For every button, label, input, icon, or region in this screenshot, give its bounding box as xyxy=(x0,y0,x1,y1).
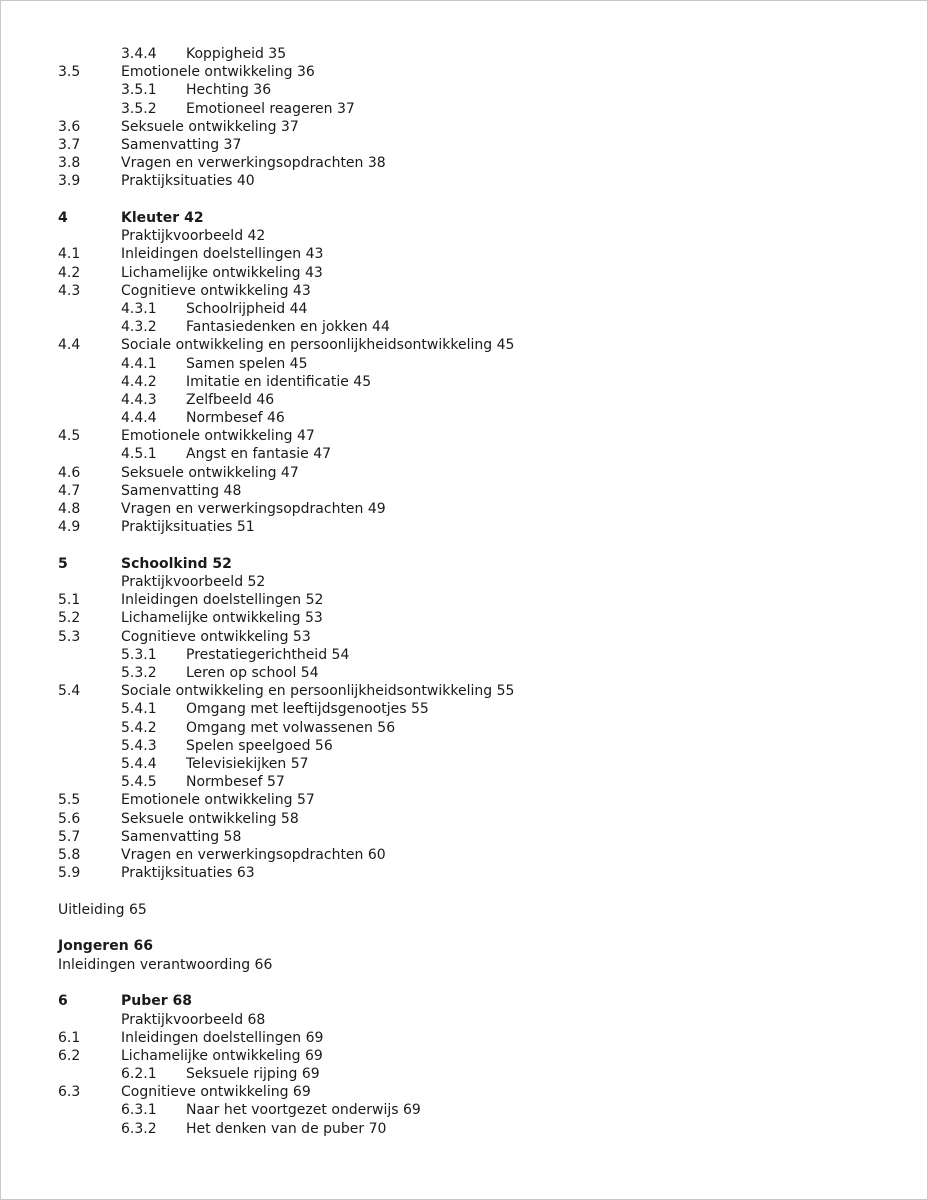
toc-entry-title: Televisiekijken 57 xyxy=(186,755,309,772)
toc-chapter-heading xyxy=(1,937,927,955)
toc-entry-title: Praktijksituaties 51 xyxy=(121,519,255,536)
toc-entry-number: 3.8 xyxy=(58,155,81,172)
toc-entry-number: 3.5.2 xyxy=(121,100,157,117)
toc-entry-title: Seksuele ontwikkeling 58 xyxy=(121,810,299,827)
toc-entry-title: Koppigheid 35 xyxy=(186,46,287,62)
toc-entry-number: 4.3.2 xyxy=(121,319,157,336)
toc-entry xyxy=(1,318,927,336)
toc-entry-title: Samenvatting 48 xyxy=(121,482,242,499)
toc-entry-number: 3.6 xyxy=(58,118,81,135)
toc-entry xyxy=(1,300,927,318)
toc-entry-number: 4.9 xyxy=(58,519,81,536)
toc-entry xyxy=(1,464,927,482)
toc-entry-number: 6.3.1 xyxy=(121,1102,157,1119)
toc-entry-number: 3.5 xyxy=(58,64,81,81)
toc-chapter-heading xyxy=(1,209,927,227)
toc-entry-number: 4.3.1 xyxy=(121,300,157,317)
toc-entry xyxy=(1,373,927,391)
toc-entry xyxy=(1,282,927,300)
toc-entry-title: Seksuele ontwikkeling 37 xyxy=(121,118,299,135)
toc-entry-number: 4.5 xyxy=(58,428,81,445)
toc-entry-number: 4.4 xyxy=(58,337,81,354)
toc-entry-title: Spelen speelgoed 56 xyxy=(186,737,333,754)
toc-entry-number: 3.9 xyxy=(58,173,81,190)
toc-entry-title: Inleidingen verantwoording 66 xyxy=(58,956,273,973)
toc-entry xyxy=(1,956,927,974)
section-spacer xyxy=(1,974,927,993)
toc-entry-title: Inleidingen doelstellingen 69 xyxy=(121,1029,324,1046)
toc-entry-title: Emotionele ontwikkeling 57 xyxy=(121,792,315,809)
toc-entry xyxy=(1,591,927,609)
toc-entry xyxy=(1,737,927,755)
toc-entry-number: 4.7 xyxy=(58,482,81,499)
toc-entry-title: Kleuter 42 xyxy=(121,210,204,226)
toc-entry-number: 5.4.5 xyxy=(121,774,157,791)
toc-entry-number: 4.3 xyxy=(58,282,81,299)
toc-entry xyxy=(1,1065,927,1083)
toc-entry-number: 4.1 xyxy=(58,246,81,263)
toc-entry-title: Omgang met leeftijdsgenootjes 55 xyxy=(186,701,429,718)
section-spacer xyxy=(1,191,927,210)
toc-entry-number: 4.4.1 xyxy=(121,355,157,372)
toc-entry-number: 5.2 xyxy=(58,610,81,627)
toc-entry xyxy=(1,154,927,172)
toc-entry xyxy=(1,63,927,81)
toc-entry-number: 6 xyxy=(58,993,68,1010)
toc-entry-number: 4.4.4 xyxy=(121,410,157,427)
toc-entry-number: 5.7 xyxy=(58,828,81,845)
toc-entry-title: Emotionele ontwikkeling 47 xyxy=(121,428,315,445)
toc-entry xyxy=(1,773,927,791)
toc-entry-number: 5.3 xyxy=(58,628,81,645)
toc-entry-number: 5.4.4 xyxy=(121,755,157,772)
toc-entry xyxy=(1,846,927,864)
toc-entry-title: Lichamelijke ontwikkeling 53 xyxy=(121,610,323,627)
toc-entry xyxy=(1,1029,927,1047)
toc-entry-number: 5.5 xyxy=(58,792,81,809)
toc-entry-number: 5.4.2 xyxy=(121,719,157,736)
toc-entry-title: Praktijkvoorbeeld 42 xyxy=(121,228,266,245)
toc-entry xyxy=(1,573,927,591)
toc-entry-title: Sociale ontwikkeling en persoonlijkheidsontwikkeling 55 xyxy=(121,683,515,700)
toc-entry xyxy=(1,700,927,718)
toc-entry-number: 4.4.2 xyxy=(121,373,157,390)
section-spacer xyxy=(1,919,927,938)
toc-entry xyxy=(1,664,927,682)
toc-entry-title: Samenvatting 37 xyxy=(121,136,242,153)
toc-entry-number: 5.8 xyxy=(58,846,81,863)
toc-entry-number: 3.5.1 xyxy=(121,82,157,99)
toc-entry-number: 4.6 xyxy=(58,464,81,481)
toc-entry xyxy=(1,791,927,809)
toc-entry xyxy=(1,482,927,500)
toc-entry xyxy=(1,901,927,919)
toc-chapter-heading xyxy=(1,992,927,1010)
toc-entry-title: Praktijksituaties 63 xyxy=(121,865,255,882)
toc-entry-title: Emotioneel reageren 37 xyxy=(186,100,355,117)
toc-entry xyxy=(1,628,927,646)
toc-entry-title: Sociale ontwikkeling en persoonlijkheidsontwikkeling 45 xyxy=(121,337,515,354)
toc-entry-title: Praktijkvoorbeeld 52 xyxy=(121,574,266,591)
toc-entry-number: 3.4.4 xyxy=(121,46,157,62)
toc-entry-title: Fantasiedenken en jokken 44 xyxy=(186,319,390,336)
toc-entry xyxy=(1,336,927,354)
toc-entry-title: Normbesef 57 xyxy=(186,774,285,791)
toc-entry xyxy=(1,1101,927,1119)
toc-entry xyxy=(1,864,927,882)
toc-entry-number: 5.4 xyxy=(58,683,81,700)
toc-entry xyxy=(1,609,927,627)
toc-entry-number: 6.1 xyxy=(58,1029,81,1046)
toc-entry-title: Lichamelijke ontwikkeling 43 xyxy=(121,264,323,281)
toc-entry xyxy=(1,1083,927,1101)
toc-entry xyxy=(1,646,927,664)
toc-entry-number: 4.5.1 xyxy=(121,446,157,463)
toc-entry xyxy=(1,1011,927,1029)
toc-entry-title: Vragen en verwerkingsopdrachten 38 xyxy=(121,155,386,172)
toc-entry xyxy=(1,118,927,136)
toc-entry xyxy=(1,518,927,536)
toc-entry xyxy=(1,500,927,518)
toc-entry-title: Samen spelen 45 xyxy=(186,355,308,372)
toc-chapter-heading xyxy=(1,555,927,573)
toc-entry xyxy=(1,227,927,245)
toc-entry xyxy=(1,1047,927,1065)
toc-entry xyxy=(1,81,927,99)
toc-entry xyxy=(1,391,927,409)
toc-entry xyxy=(1,136,927,154)
table-of-contents xyxy=(1,45,927,1138)
toc-entry-number: 4 xyxy=(58,210,68,226)
toc-entry xyxy=(1,682,927,700)
toc-entry xyxy=(1,264,927,282)
section-spacer xyxy=(1,536,927,555)
toc-entry-title: Jongeren 66 xyxy=(58,938,154,955)
toc-entry-title: Seksuele rijping 69 xyxy=(186,1066,320,1083)
toc-entry-title: Lichamelijke ontwikkeling 69 xyxy=(121,1047,323,1064)
toc-entry-title: Naar het voortgezet onderwijs 69 xyxy=(186,1102,421,1119)
toc-entry-number: 4.8 xyxy=(58,501,81,517)
toc-entry-number: 6.2 xyxy=(58,1047,81,1064)
section-spacer xyxy=(1,882,927,901)
toc-entry xyxy=(1,828,927,846)
toc-entry-number: 5.4.3 xyxy=(121,737,157,754)
toc-entry-title: Omgang met volwassenen 56 xyxy=(186,719,396,736)
toc-entry-title: Schoolrijpheid 44 xyxy=(186,300,308,317)
toc-entry-number: 6.3.2 xyxy=(121,1120,157,1137)
toc-entry-title: Inleidingen doelstellingen 52 xyxy=(121,592,324,609)
toc-entry-number: 4.4.3 xyxy=(121,391,157,408)
toc-entry-title: Zelfbeeld 46 xyxy=(186,391,275,408)
toc-entry-title: Cognitieve ontwikkeling 53 xyxy=(121,628,311,645)
toc-entry-title: Imitatie en identificatie 45 xyxy=(186,373,372,390)
toc-entry xyxy=(1,245,927,263)
toc-entry-number: 5.4.1 xyxy=(121,701,157,718)
toc-entry xyxy=(1,810,927,828)
toc-entry-title: Seksuele ontwikkeling 47 xyxy=(121,464,299,481)
toc-entry xyxy=(1,445,927,463)
toc-entry xyxy=(1,719,927,737)
toc-entry-number: 6.2.1 xyxy=(121,1066,157,1083)
toc-entry-title: Leren op school 54 xyxy=(186,665,319,681)
toc-entry xyxy=(1,409,927,427)
toc-entry-title: Het denken van de puber 70 xyxy=(186,1120,387,1137)
toc-entry-title: Inleidingen doelstellingen 43 xyxy=(121,246,324,263)
toc-entry-title: Normbesef 46 xyxy=(186,410,285,427)
toc-entry-title: Cognitieve ontwikkeling 43 xyxy=(121,282,311,299)
toc-entry-title: Puber 68 xyxy=(121,993,193,1010)
toc-entry-title: Emotionele ontwikkeling 36 xyxy=(121,64,315,81)
toc-entry-number: 5.3.2 xyxy=(121,665,157,681)
toc-entry-number: 6.3 xyxy=(58,1084,81,1101)
toc-entry-number: 5 xyxy=(58,555,68,572)
toc-entry-title: Praktijkvoorbeeld 68 xyxy=(121,1011,266,1028)
toc-entry-title: Cognitieve ontwikkeling 69 xyxy=(121,1084,311,1101)
toc-entry xyxy=(1,172,927,190)
toc-entry-title: Angst en fantasie 47 xyxy=(186,446,332,463)
toc-entry-title: Prestatiegerichtheid 54 xyxy=(186,646,350,663)
toc-entry xyxy=(1,45,927,63)
toc-entry-title: Vragen en verwerkingsopdrachten 60 xyxy=(121,846,386,863)
toc-entry-title: Vragen en verwerkingsopdrachten 49 xyxy=(121,501,386,517)
toc-entry-number: 5.1 xyxy=(58,592,81,609)
toc-entry-number: 5.9 xyxy=(58,865,81,882)
toc-entry-number: 5.3.1 xyxy=(121,646,157,663)
toc-entry-number: 5.6 xyxy=(58,810,81,827)
toc-entry-number: 4.2 xyxy=(58,264,81,281)
toc-entry xyxy=(1,355,927,373)
toc-entry xyxy=(1,100,927,118)
toc-entry-title: Uitleiding 65 xyxy=(58,901,147,918)
toc-entry-title: Praktijksituaties 40 xyxy=(121,173,255,190)
toc-entry xyxy=(1,1120,927,1138)
toc-entry xyxy=(1,755,927,773)
toc-entry-title: Schoolkind 52 xyxy=(121,555,232,572)
toc-entry xyxy=(1,427,927,445)
toc-entry-number: 3.7 xyxy=(58,136,81,153)
toc-entry-title: Hechting 36 xyxy=(186,82,272,99)
toc-entry-title: Samenvatting 58 xyxy=(121,828,242,845)
